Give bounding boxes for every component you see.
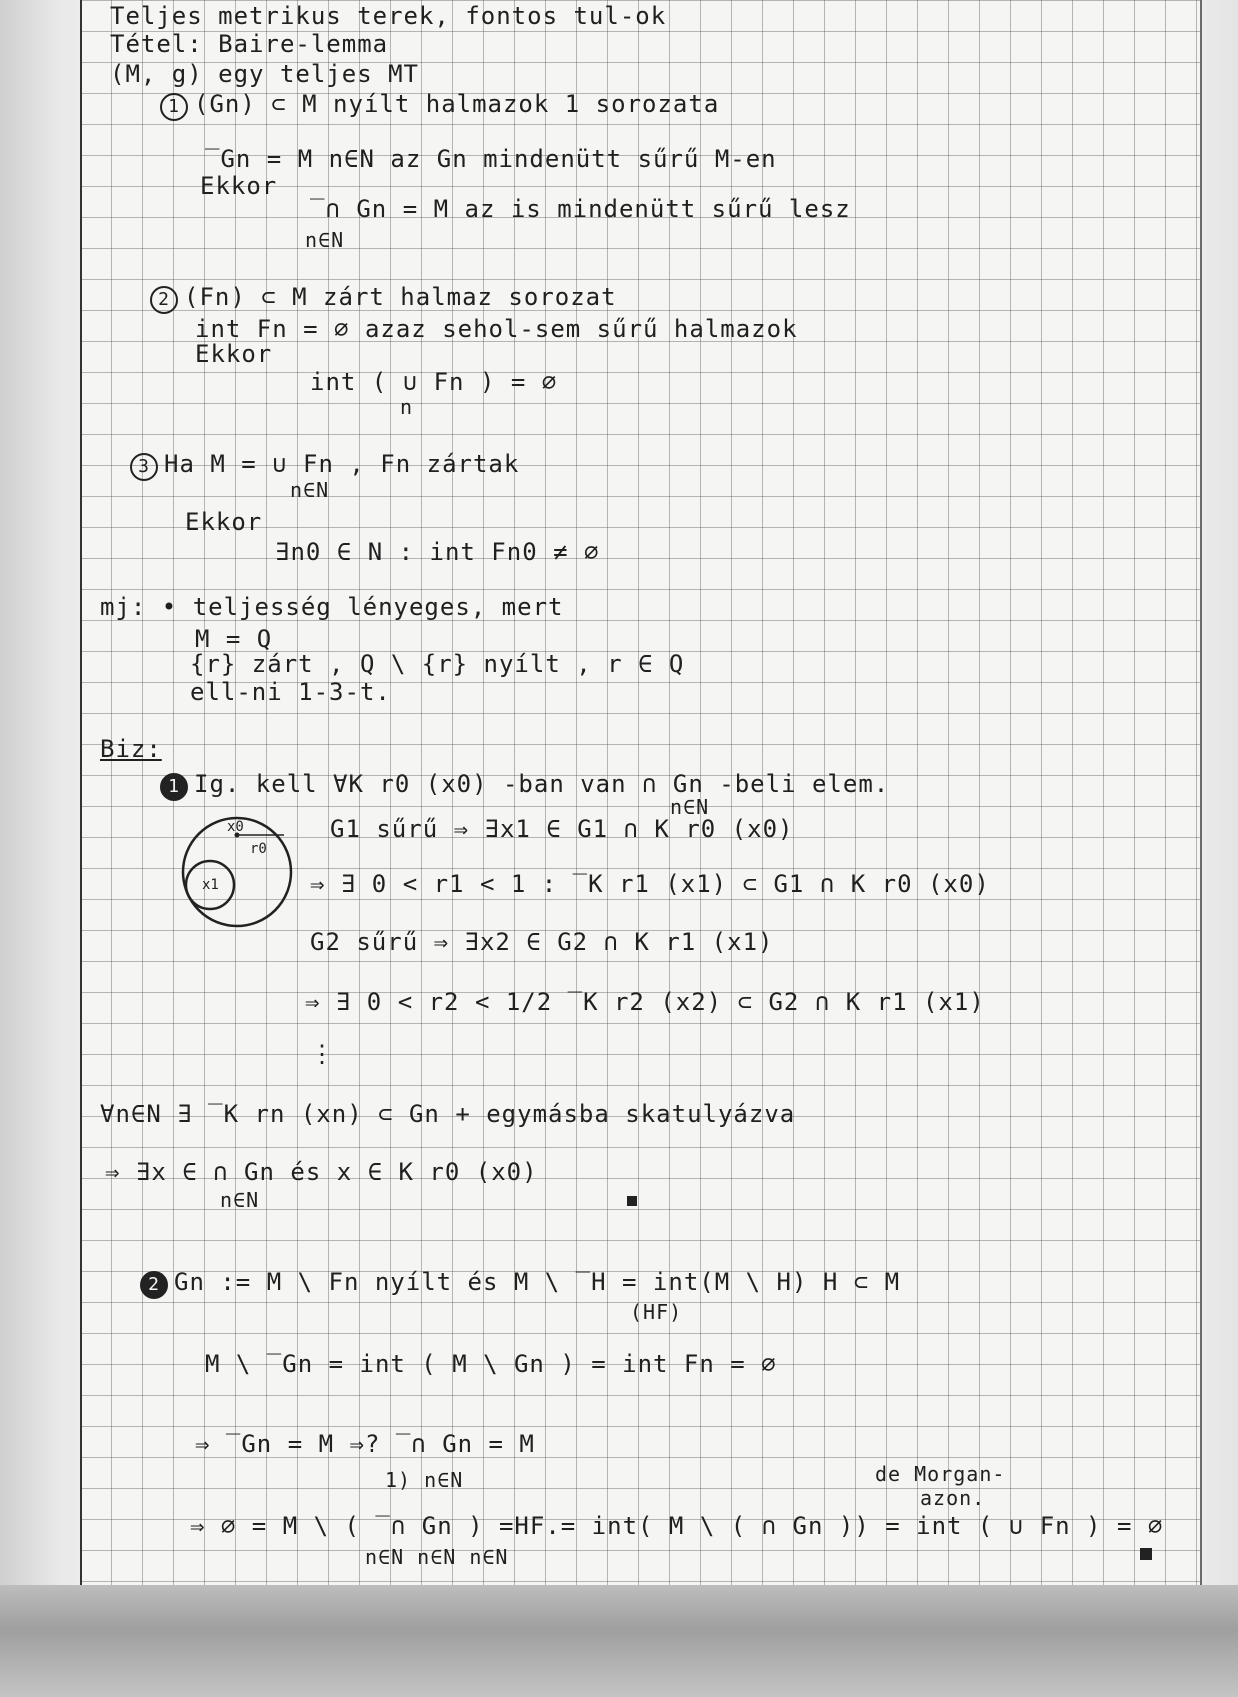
proof-1-conclusion-subscript: n∈N — [220, 1188, 260, 1212]
item-2-then: Ekkor — [195, 340, 273, 368]
item-3-then: Ekkor — [185, 508, 263, 536]
remark-sets: {r} zárt , Q \ {r} nyílt , r ∈ Q — [190, 650, 685, 678]
item-marker-2: 2 — [150, 286, 178, 314]
item-marker-3: 3 — [130, 453, 158, 481]
item-2-hypothesis: int Fn = ∅ azaz sehol-sem sűrű halmazok — [195, 315, 798, 343]
item-1-text: (Gn) ⊂ M nyílt halmazok 1 sorozata — [194, 90, 720, 118]
proof-1-step1: G1 sűrű ⇒ ∃x1 ∈ G1 ∩ K r0 (x0) — [330, 815, 794, 843]
item-1-statement — [160, 90, 719, 121]
end-of-proof-mark — [627, 1196, 637, 1206]
proof-1-goal — [160, 770, 889, 801]
item-3-conclusion: ∃n0 ∈ N : int Fn0 ≠ ∅ — [275, 538, 600, 566]
item-1-then: Ekkor — [200, 172, 278, 200]
remark-line: mj: • teljesség lényeges, mert — [100, 593, 564, 621]
proof-marker-1: 1 — [160, 773, 188, 801]
item-2-statement — [150, 283, 617, 314]
item-3-statement — [130, 450, 519, 481]
proof-2-definition — [140, 1268, 900, 1299]
item-3-text: Ha M = ∪ Fn , Fn zártak — [164, 450, 520, 478]
de-morgan-note-2: azon. — [920, 1486, 986, 1510]
item-1-conclusion: ‾∩ Gn = M az is mindenütt sűrű lesz — [310, 195, 851, 223]
item-marker-1: 1 — [160, 93, 188, 121]
label-x1: x1 — [202, 877, 219, 893]
proof-1-nested: ∀n∈N ∃ ‾K rn (xn) ⊂ Gn + egymásba skatulyázva — [100, 1100, 796, 1128]
item-2-text: (Fn) ⊂ M zárt halmaz sorozat — [184, 283, 617, 311]
proof-2-hf-tag: (HF) — [630, 1300, 683, 1324]
proof-2-definition-text: Gn := M \ Fn nyílt és M \ ‾H = int(M \ H) H ⊂ M — [174, 1268, 901, 1296]
heading-line: Teljes metrikus terek, fontos tul-ok — [110, 2, 667, 30]
proof-2-final-subscripts: n∈N n∈N n∈N — [365, 1545, 509, 1569]
proof-2-step2: ⇒ ‾Gn = M ⇒? ‾∩ Gn = M — [195, 1430, 535, 1458]
proof-2-final: ⇒ ∅ = M \ ( ‾∩ Gn ) =HF.= int( M \ ( ∩ Gn )) = int ( ∪ Fn ) = ∅ — [190, 1512, 1164, 1540]
proof-2-step2-subscript: 1) n∈N — [385, 1468, 464, 1492]
proof-1-ellipsis: ⋮ — [310, 1040, 335, 1068]
proof-heading: Biz: — [100, 735, 162, 763]
theorem-title: Tétel: Baire-lemma — [110, 30, 389, 58]
nested-balls-diagram — [180, 815, 295, 930]
proof-1-goal-text: Ig. kell ∀K r0 (x0) -ban van ∩ Gn -beli elem. — [194, 770, 890, 798]
item-1-hypothesis: ‾Gn = M n∈N az Gn mindenütt sűrű M-en — [205, 145, 777, 173]
margin-line — [80, 0, 82, 1585]
item-3-subscript: n∈N — [290, 478, 330, 502]
item-2-subscript: n — [400, 395, 414, 419]
remark-check: ell-ni 1-3-t. — [190, 678, 391, 706]
proof-1-conclusion: ⇒ ∃x ∈ ∩ Gn és x ∈ K r0 (x0) — [105, 1158, 538, 1186]
label-x0: x0 — [227, 819, 244, 835]
proof-1-step3: G2 sűrű ⇒ ∃x2 ∈ G2 ∩ K r1 (x1) — [310, 928, 774, 956]
end-of-proof-mark-2 — [1140, 1548, 1152, 1560]
label-r0: r0 — [250, 841, 267, 857]
proof-1-step2: ⇒ ∃ 0 < r1 < 1 : ‾K r1 (x1) ⊂ G1 ∩ K r0 (x0) — [310, 870, 990, 898]
proof-2-step1: M \ ‾Gn = int ( M \ Gn ) = int Fn = ∅ — [205, 1350, 777, 1378]
item-1-subscript: n∈N — [305, 228, 345, 252]
de-morgan-note: de Morgan- — [875, 1462, 1006, 1486]
remark-example: M = Q — [195, 625, 273, 653]
scan-shadow — [0, 1585, 1238, 1697]
proof-marker-2: 2 — [140, 1271, 168, 1299]
theorem-premise: (M, g) egy teljes MT — [110, 60, 419, 88]
item-2-conclusion: int ( ∪ Fn ) = ∅ — [310, 368, 558, 396]
proof-1-goal-subscript: n∈N — [670, 795, 710, 819]
proof-1-step4: ⇒ ∃ 0 < r2 < 1/2 ‾K r2 (x2) ⊂ G2 ∩ K r1 (x1) — [305, 988, 985, 1016]
